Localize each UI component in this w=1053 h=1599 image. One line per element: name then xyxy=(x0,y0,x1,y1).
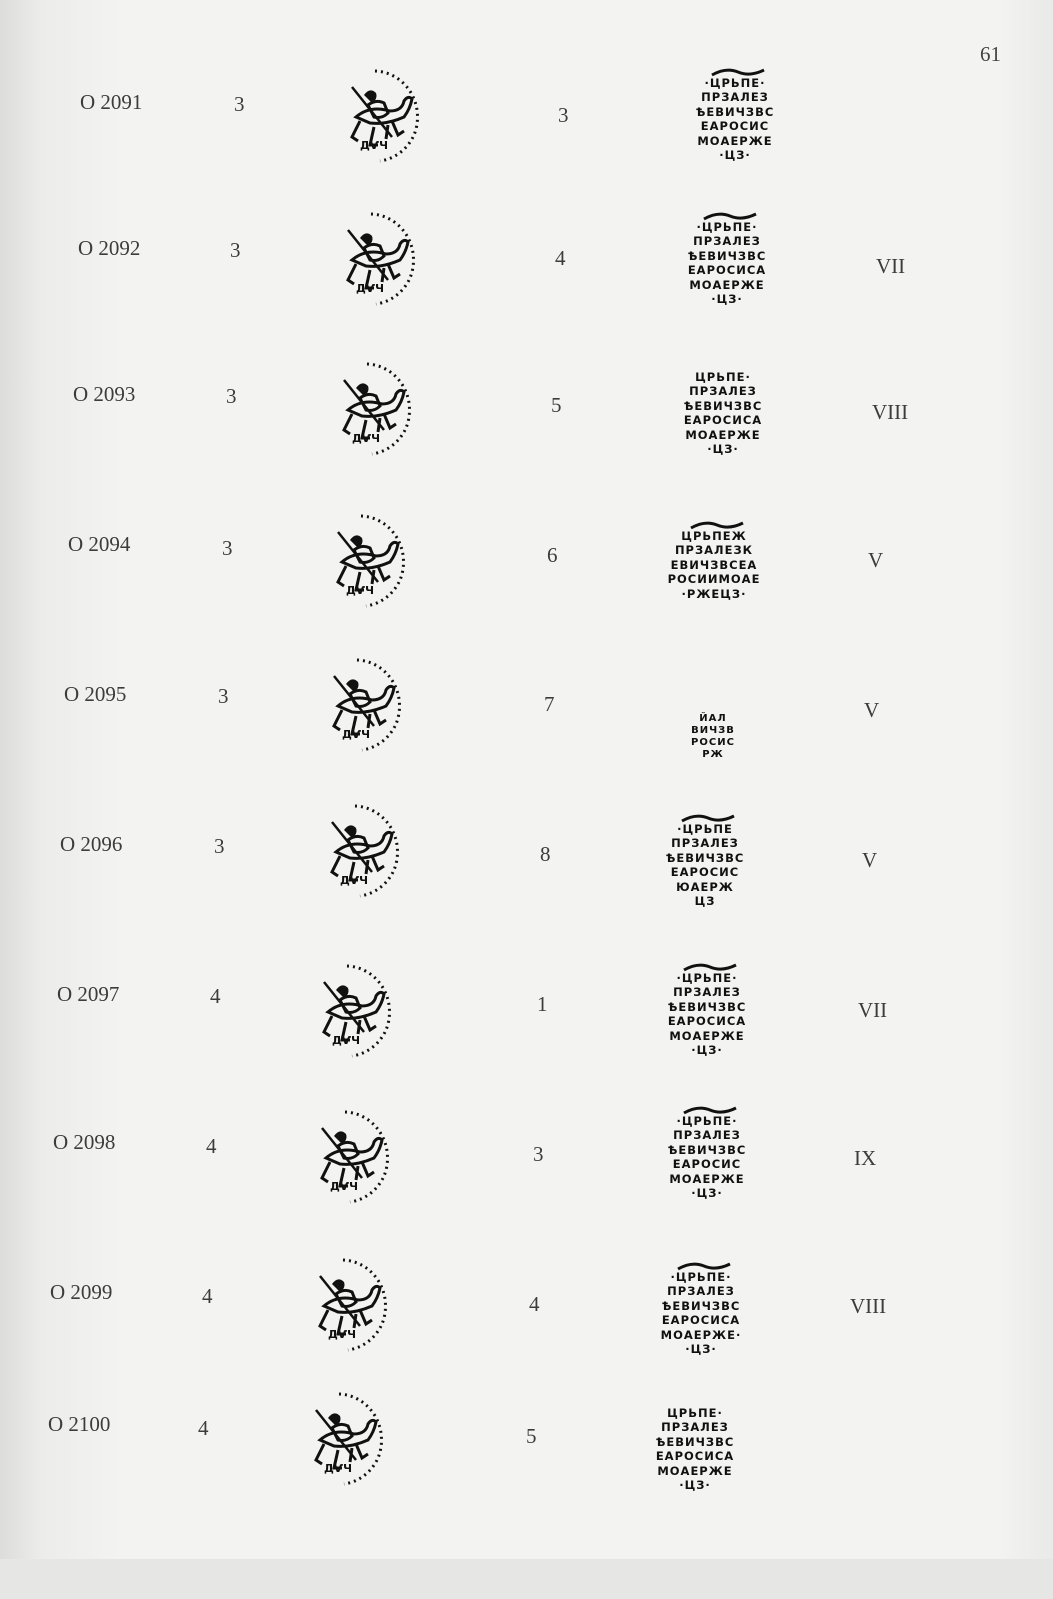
reverse-coin-inscription xyxy=(650,806,760,924)
obverse-die-number: 3 xyxy=(234,92,245,116)
inscription-line: МОАЕРЖЕ xyxy=(669,1028,745,1043)
inscription-line: ·ЦРЬПЕ· xyxy=(676,1113,738,1128)
rarity-grade: VIII xyxy=(872,400,909,424)
inscription-line: ·ЦЗ· xyxy=(711,292,743,306)
reverse-coin-inscription xyxy=(672,204,782,322)
obverse-coin-rider-image xyxy=(330,65,420,165)
obverse-coin-rider-image xyxy=(300,1106,390,1206)
rarity-grade: V xyxy=(868,548,884,572)
inscription-line: МОАЕРЖЕ· xyxy=(660,1327,742,1342)
inscription-line: ·ЦРЬПЕ· xyxy=(704,75,766,90)
catalog-number: О 2092 xyxy=(78,236,141,260)
inscription-text xyxy=(652,971,762,1058)
obverse-coin-rider-image xyxy=(322,358,412,458)
rarity-grade: IX xyxy=(854,1146,877,1170)
svg-text:ДѴЧ: ДѴЧ xyxy=(328,1328,357,1341)
reverse-die-number: 5 xyxy=(551,393,562,417)
inscription-text xyxy=(672,220,782,307)
inscription-text xyxy=(652,1114,762,1201)
inscription-line: МОАЕРЖЕ xyxy=(697,133,773,148)
inscription-text xyxy=(650,822,760,909)
rarity-grade: V xyxy=(864,698,880,722)
catalog-number: О 2094 xyxy=(68,532,131,556)
inscription-line: ЮАЕРЖ xyxy=(676,879,734,894)
obverse-die-number: 3 xyxy=(214,834,225,858)
inscription-line: ПРЗАЛЕЗ xyxy=(673,985,741,999)
inscription-line: ПРЗАЛЕЗ xyxy=(671,836,739,850)
reverse-die-number: 4 xyxy=(555,246,566,270)
inscription-line: ·ЦЗ· xyxy=(719,148,751,162)
inscription-line: ·ЦРЬПЕ· xyxy=(696,219,758,234)
inscription-line: ПРЗАЛЕЗ xyxy=(689,384,757,398)
inscription-line: ЦРЬПЕ· xyxy=(667,1405,723,1420)
inscription-line: ЕАРОСИС xyxy=(672,1157,742,1171)
reverse-coin-inscription xyxy=(668,354,778,472)
reverse-coin-inscription xyxy=(652,1098,762,1216)
catalog-number: О 2100 xyxy=(48,1412,111,1436)
obverse-coin-rider-image xyxy=(310,800,400,900)
reverse-die-number: 4 xyxy=(529,1292,540,1316)
inscription-line: ·ЦЗ· xyxy=(707,442,739,456)
inscription-line: МОАЕРЖЕ xyxy=(685,427,761,442)
obverse-coin-rider-image xyxy=(312,654,402,754)
inscription-text xyxy=(659,529,769,602)
rarity-grade: VII xyxy=(858,998,888,1022)
inscription-line: МОАЕРЖЕ xyxy=(657,1463,733,1478)
inscription-line: ЦРЬПЕ· xyxy=(695,369,751,384)
tilde-mark-icon xyxy=(700,210,760,222)
reverse-die-number: 3 xyxy=(558,103,569,127)
reverse-coin-inscription xyxy=(646,1254,756,1372)
tilde-mark-icon xyxy=(687,519,747,531)
rarity-grade: V xyxy=(862,848,878,872)
inscription-line: ·ЦЗ· xyxy=(685,1342,717,1356)
obverse-coin-rider-image xyxy=(298,1254,388,1354)
inscription-line: ЕАРОСИСА xyxy=(687,263,767,277)
obverse-coin-rider-image xyxy=(326,208,416,308)
inscription-line: ПРЗАЛЕЗ xyxy=(701,90,769,104)
obverse-coin-rider-image xyxy=(302,960,392,1060)
inscription-line: ·ЦЗ· xyxy=(679,1478,711,1492)
inscription-text xyxy=(668,370,778,457)
reverse-die-number: 6 xyxy=(547,543,558,567)
inscription-line: РОСИС xyxy=(691,737,735,748)
tilde-mark-icon xyxy=(680,1104,740,1116)
inscription-line: РЖ xyxy=(702,749,724,760)
inscription-line: ·РЖЕЦЗ· xyxy=(681,586,747,601)
reverse-die-number: 8 xyxy=(540,842,551,866)
tilde-mark-icon xyxy=(680,961,740,973)
obverse-die-number: 4 xyxy=(210,984,221,1008)
inscription-line: ЦРЬПЕЖ xyxy=(681,528,747,543)
inscription-line: ѢЕВИЧЗВС xyxy=(667,1142,747,1157)
obverse-die-number: 3 xyxy=(226,384,237,408)
inscription-line: РОСИИМОАЕ xyxy=(667,572,761,587)
svg-text:ДѴЧ: ДѴЧ xyxy=(332,1034,361,1047)
tilde-mark-icon xyxy=(678,812,738,824)
svg-text:ДѴЧ: ДѴЧ xyxy=(346,584,375,597)
rarity-grade: VIII xyxy=(850,1294,887,1318)
tilde-mark-icon xyxy=(708,66,768,78)
inscription-line: ѢЕВИЧЗВС xyxy=(665,850,745,865)
inscription-line: ЙАЛ xyxy=(699,713,727,724)
catalog-number: О 2091 xyxy=(80,90,143,114)
inscription-text xyxy=(646,1270,756,1357)
svg-text:ДѴЧ: ДѴЧ xyxy=(324,1462,353,1475)
catalog-number: О 2098 xyxy=(53,1130,116,1154)
reverse-die-number: 1 xyxy=(537,992,548,1016)
inscription-line: ПРЗАЛЕЗ xyxy=(693,234,761,248)
inscription-line: ПРЗАЛЕЗК xyxy=(674,543,754,558)
inscription-text xyxy=(680,76,790,163)
reverse-die-number: 7 xyxy=(544,692,555,716)
svg-text:ДѴЧ: ДѴЧ xyxy=(342,728,371,741)
catalog-number: О 2096 xyxy=(60,832,123,856)
obverse-coin-rider-image xyxy=(316,510,406,610)
inscription-line: ѢЕВИЧЗВС xyxy=(655,1434,735,1449)
obverse-die-number: 3 xyxy=(230,238,241,262)
inscription-line: ЕАРОСИС xyxy=(700,119,770,133)
inscription-line: ѢЕВИЧЗВС xyxy=(683,398,763,413)
obverse-die-number: 3 xyxy=(222,536,233,560)
svg-text:ДѴЧ: ДѴЧ xyxy=(340,874,369,887)
inscription-line: ПРЗАЛЕЗ xyxy=(661,1420,729,1434)
inscription-line: ѢЕВИЧЗВС xyxy=(661,1298,741,1313)
catalog-number: О 2099 xyxy=(50,1280,113,1304)
inscription-line: ·ЦРЬПЕ xyxy=(677,821,733,836)
inscription-line: ЦЗ xyxy=(694,894,716,908)
reverse-die-number: 3 xyxy=(533,1142,544,1166)
obverse-die-number: 4 xyxy=(198,1416,209,1440)
svg-text:ДѴЧ: ДѴЧ xyxy=(352,432,381,445)
inscription-line: ЕАРОСИС xyxy=(670,865,740,879)
reverse-coin-inscription xyxy=(680,60,790,178)
inscription-text xyxy=(658,713,768,761)
inscription-line: ·ЦРЬПЕ· xyxy=(676,970,738,985)
obverse-coin-rider-image xyxy=(294,1388,384,1488)
inscription-text xyxy=(640,1406,750,1493)
reverse-die-number: 5 xyxy=(526,1424,537,1448)
inscription-line: ѢЕВИЧЗВС xyxy=(687,248,767,263)
inscription-line: ЕАРОСИСА xyxy=(683,413,763,427)
page-bottom-edge xyxy=(0,1559,1053,1599)
reverse-coin-inscription xyxy=(640,1390,750,1508)
inscription-line: ВИЧЗВ xyxy=(691,725,735,736)
page-number: 61 xyxy=(980,42,1001,66)
inscription-line: ЕАРОСИСА xyxy=(655,1449,735,1463)
inscription-line: МОАЕРЖЕ xyxy=(669,1171,745,1186)
svg-text:ДѴЧ: ДѴЧ xyxy=(356,282,385,295)
obverse-die-number: 4 xyxy=(206,1134,217,1158)
reverse-coin-inscription xyxy=(652,955,762,1073)
inscription-line: ПРЗАЛЕЗ xyxy=(673,1128,741,1142)
tilde-mark-icon xyxy=(674,1260,734,1272)
obverse-die-number: 4 xyxy=(202,1284,213,1308)
inscription-line: ЕАРОСИСА xyxy=(667,1014,747,1028)
catalog-number: О 2093 xyxy=(73,382,136,406)
inscription-line: ·ЦЗ· xyxy=(691,1043,723,1057)
catalog-number: О 2097 xyxy=(57,982,120,1006)
inscription-line: МОАЕРЖЕ xyxy=(689,277,765,292)
inscription-line: ѢЕВИЧЗВС xyxy=(695,104,775,119)
inscription-line: ·ЦЗ· xyxy=(691,1186,723,1200)
inscription-line: ПРЗАЛЕЗ xyxy=(667,1284,735,1298)
rarity-grade: VII xyxy=(876,254,906,278)
inscription-line: ѢЕВИЧЗВС xyxy=(667,999,747,1014)
reverse-coin-inscription xyxy=(658,678,768,796)
svg-text:ДѴЧ: ДѴЧ xyxy=(330,1180,359,1193)
reverse-coin-inscription xyxy=(659,506,769,624)
catalog-number: О 2095 xyxy=(64,682,127,706)
inscription-line: ЕАРОСИСА xyxy=(661,1313,741,1327)
inscription-line: ЕВИЧЗВСЕА xyxy=(670,557,758,572)
svg-text:ДѴЧ: ДѴЧ xyxy=(360,139,389,152)
inscription-line: ·ЦРЬПЕ· xyxy=(670,1269,732,1284)
obverse-die-number: 3 xyxy=(218,684,229,708)
